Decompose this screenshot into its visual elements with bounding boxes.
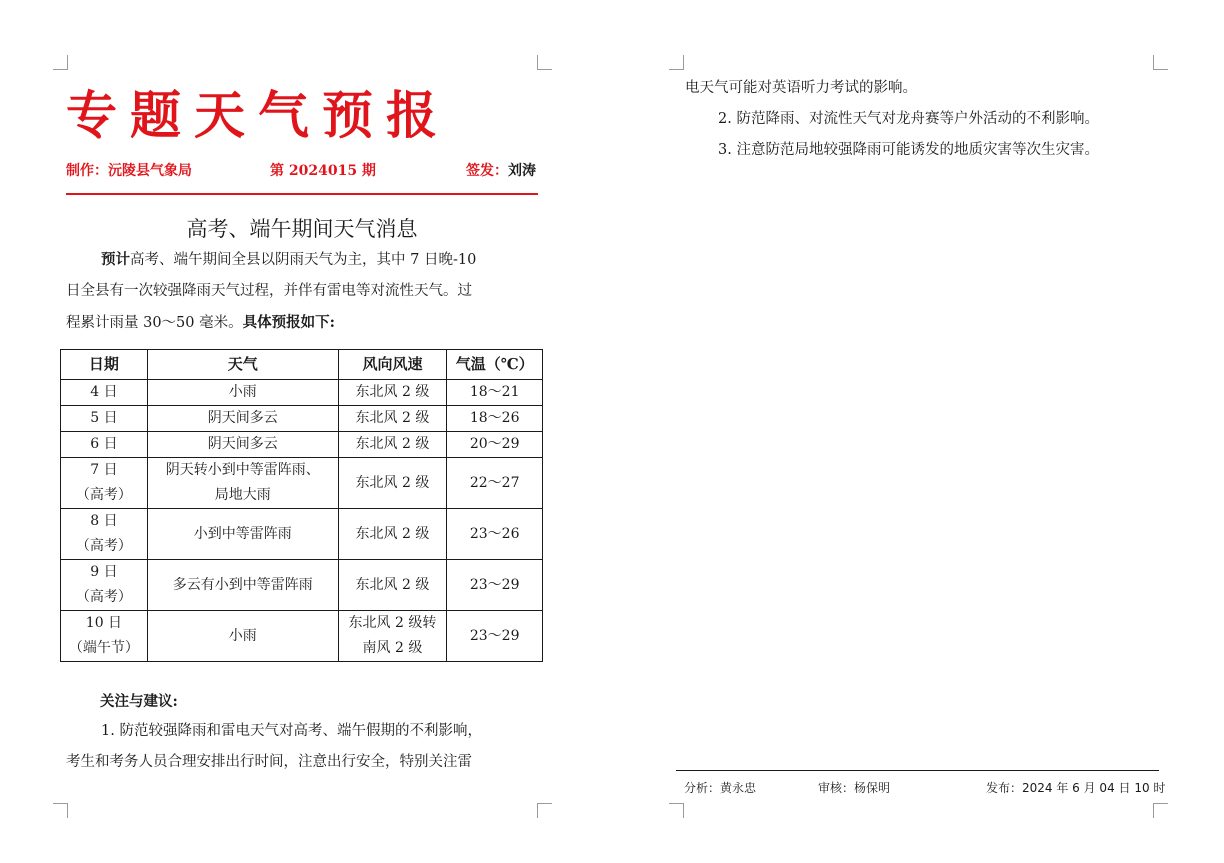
cell-temp: 22～27 — [447, 458, 543, 509]
weather-text: 小到中等雷阵雨 — [193, 525, 292, 542]
crop-mark-top-right — [537, 55, 552, 70]
cell-weather — [147, 458, 338, 509]
wind-text: 东北风 2 级 — [355, 576, 430, 593]
wind-text: 东北风 2 级 — [355, 474, 430, 491]
header-date: 日期 — [61, 350, 148, 380]
cell-temp: 20～29 — [447, 432, 543, 458]
intro-line-3-bold: 具体预报如下: — [242, 314, 335, 331]
cell-date — [61, 560, 148, 611]
issue-number: 第 2024015 期 — [270, 163, 376, 179]
intro-line-1 — [66, 244, 542, 276]
advice-continued — [685, 73, 1155, 166]
weather-text: 阴天转小到中等雷阵雨、 — [165, 462, 320, 478]
cell-wind — [338, 406, 447, 432]
wind-text-2: 南风 2 级 — [362, 640, 423, 656]
crop-mark-bottom-right-page2 — [1153, 803, 1168, 818]
cell-temp: 23～29 — [447, 611, 543, 662]
intro-line-2: 日全县有一次较强降雨天气过程，并伴有雷电等对流性天气。过 — [66, 283, 472, 299]
wind-text: 东北风 2 级 — [355, 436, 430, 452]
crop-mark-top-left-page2 — [669, 55, 684, 70]
crop-mark-bottom-left — [53, 803, 68, 818]
advice-item-1 — [66, 716, 542, 778]
date-note: （高考） — [75, 487, 132, 503]
weather-text: 阴天间多云 — [207, 410, 278, 426]
date-text: 4 日 — [90, 384, 118, 400]
crop-mark-top-right-page2 — [1153, 55, 1168, 70]
header-weather: 天气 — [147, 350, 338, 380]
intro-line-3 — [66, 307, 542, 339]
header-temperature: 气温（℃） — [447, 350, 543, 380]
intro-lead: 预计 — [101, 251, 130, 268]
cell-date — [61, 380, 148, 406]
table-row — [61, 458, 543, 509]
cell-temp: 18～26 — [447, 406, 543, 432]
date-text: 9 日 — [90, 564, 118, 580]
crop-mark-bottom-left-page2 — [669, 803, 684, 818]
cell-weather — [147, 380, 338, 406]
weather-text-2: 局地大雨 — [214, 487, 271, 503]
intro-paragraph — [66, 244, 542, 339]
weather-text: 小雨 — [228, 384, 257, 400]
date-text: 7 日 — [90, 462, 118, 478]
table-header-row — [61, 350, 543, 380]
date-text: 8 日 — [90, 513, 118, 529]
footer-reviewer: 审核：杨保明 — [818, 781, 891, 795]
advice-item-2: 2. 防范降雨、对流性天气对龙舟赛等户外活动的不利影响。 — [718, 111, 1099, 127]
forecast-table — [60, 349, 543, 662]
wind-text: 东北风 2 级转 — [348, 615, 437, 631]
table-row — [61, 406, 543, 432]
cell-weather — [147, 560, 338, 611]
masthead-divider — [66, 193, 538, 195]
intro-line-3-text: 程累计雨量 30～50 毫米。 — [66, 315, 243, 331]
signer-field — [466, 160, 536, 180]
document-title: 高考、端午期间天气消息 — [186, 217, 418, 241]
signer-value: 刘涛 — [508, 163, 536, 179]
cell-weather — [147, 509, 338, 560]
cell-date — [61, 432, 148, 458]
producer-field — [66, 160, 192, 180]
masthead-meta-row — [66, 158, 538, 180]
crop-mark-top-left — [53, 55, 68, 70]
cell-temp: 18～21 — [447, 380, 543, 406]
crop-mark-bottom-right — [537, 803, 552, 818]
table-row — [61, 432, 543, 458]
cell-wind — [338, 432, 447, 458]
signer-label: 签发： — [466, 163, 508, 179]
weather-text: 多云有小到中等雷阵雨 — [172, 576, 313, 593]
cell-temp: 23～26 — [447, 509, 543, 560]
wind-text: 东北风 2 级 — [355, 410, 430, 426]
footer-divider — [676, 770, 1159, 771]
cell-date — [61, 509, 148, 560]
date-text: 6 日 — [90, 436, 118, 452]
cell-wind — [338, 380, 447, 406]
cell-wind — [338, 509, 447, 560]
advice-item-1-line-3: 电天气可能对英语听力考试的影响。 — [685, 80, 917, 96]
header-wind: 风向风速 — [338, 350, 447, 380]
date-note: （高考） — [75, 538, 132, 554]
date-note: （端午节） — [68, 640, 139, 656]
masthead-title: 专题天气预报 — [66, 86, 451, 146]
cell-wind — [338, 458, 447, 509]
producer-value: 沅陵县气象局 — [108, 163, 192, 179]
cell-date — [61, 406, 148, 432]
advice-heading: 关注与建议: — [100, 693, 178, 710]
cell-wind — [338, 560, 447, 611]
weather-text: 阴天间多云 — [207, 436, 278, 452]
table-row — [61, 560, 543, 611]
date-note: （高考） — [75, 589, 132, 605]
footer-published: 发布：2024 年 6 月 04 日 10 时 — [986, 781, 1166, 795]
footer-analyst: 分析：黄永忠 — [684, 781, 757, 795]
date-text: 5 日 — [90, 410, 118, 426]
wind-text: 东北风 2 级 — [355, 384, 430, 400]
date-text: 10 日 — [85, 615, 123, 631]
cell-wind — [338, 611, 447, 662]
intro-line-1-text: 高考、端午期间全县以阴雨天气为主，其中 7 日晚-10 — [130, 252, 477, 268]
cell-temp: 23～29 — [447, 560, 543, 611]
cell-date — [61, 611, 148, 662]
cell-weather — [147, 406, 338, 432]
table-row — [61, 611, 543, 662]
wind-text: 东北风 2 级 — [355, 525, 430, 542]
cell-weather — [147, 432, 338, 458]
table-row — [61, 509, 543, 560]
advice-item-3: 3. 注意防范局地较强降雨可能诱发的地质灾害等次生灾害。 — [718, 142, 1099, 158]
table-row — [61, 380, 543, 406]
cell-date — [61, 458, 148, 509]
producer-label: 制作： — [66, 163, 108, 179]
advice-item-1-line-2: 考生和考务人员合理安排出行时间，注意出行安全，特别关注雷 — [66, 754, 472, 770]
advice-item-1-line-1: 1. 防范较强降雨和雷电天气对高考、端午假期的不利影响， — [101, 723, 482, 739]
cell-weather — [147, 611, 338, 662]
weather-text: 小雨 — [228, 627, 257, 644]
